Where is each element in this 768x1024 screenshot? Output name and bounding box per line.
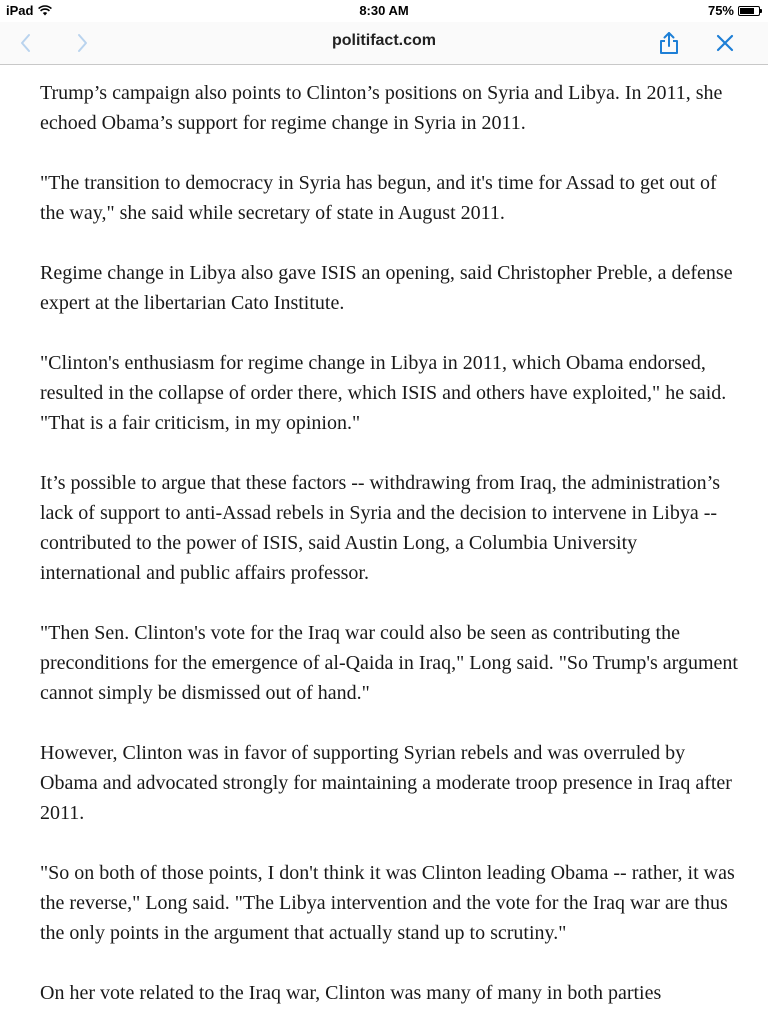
article-body: [40, 78, 740, 1024]
status-right: [708, 3, 760, 18]
article-paragraph: "Then Sen. Clinton's vote for the Iraq war could also be seen as contributing the preconditions for the emergence of al-Qaida in Iraq," Long said. "So Trump's argument cannot simply be dismissed out of hand.": [40, 622, 738, 704]
address-bar[interactable]: [0, 32, 768, 50]
article-paragraph: However, Clinton was in favor of supporting Syrian rebels and was overruled by Obama and advocated strongly for maintaining a moderate troop presence in Iraq after 2011.: [40, 742, 732, 824]
battery-icon: [738, 6, 760, 16]
article-paragraph: "Clinton's enthusiasm for regime change in Libya in 2011, which Obama endorsed, resulted in the collapse of order there, which ISIS and others have exploited," he said. "That is a fair criticism, in my opinion.": [40, 352, 727, 434]
device-name: iPad: [6, 3, 34, 18]
status-time: 8:30 AM: [359, 3, 409, 18]
close-icon: [715, 33, 735, 53]
battery-level-fill: [740, 8, 754, 14]
article-paragraph: It’s possible to argue that these factors -- withdrawing from Iraq, the administration’s lack of support to anti-Assad rebels in Syria and the decision to intervene in Libya -- contributed to the power of ISIS, said Austin Long, a Columbia University international and public affairs professor.: [40, 472, 721, 584]
domain-label[interactable]: politifact.com: [331, 32, 436, 49]
close-button[interactable]: [712, 30, 738, 56]
article-paragraph: On her vote related to the Iraq war, Clinton was many of many in both parties: [40, 982, 662, 1004]
browser-nav-bar: [0, 22, 768, 65]
article-paragraph: Regime change in Libya also gave ISIS an opening, said Christopher Preble, a defense expert at the libertarian Cato Institute.: [40, 262, 733, 314]
share-button[interactable]: [656, 30, 682, 56]
article-paragraph: Trump’s campaign also points to Clinton’s positions on Syria and Libya. In 2011, she echoed Obama’s support for regime change in Syria in 2011.: [40, 82, 723, 134]
status-bar: [0, 0, 768, 22]
share-icon: [658, 31, 680, 55]
article-paragraph: "The transition to democracy in Syria has begun, and it's time for Assad to get out of the way," she said while secretary of state in August 2011.: [40, 172, 717, 224]
battery-percent: 75%: [707, 3, 734, 18]
article-paragraph: "So on both of those points, I don't think it was Clinton leading Obama -- rather, it was the reverse," Long said. "The Libya intervention and the vote for the Iraq war are thus the only points in the argument that actually stand up to scrutiny.": [40, 862, 735, 944]
